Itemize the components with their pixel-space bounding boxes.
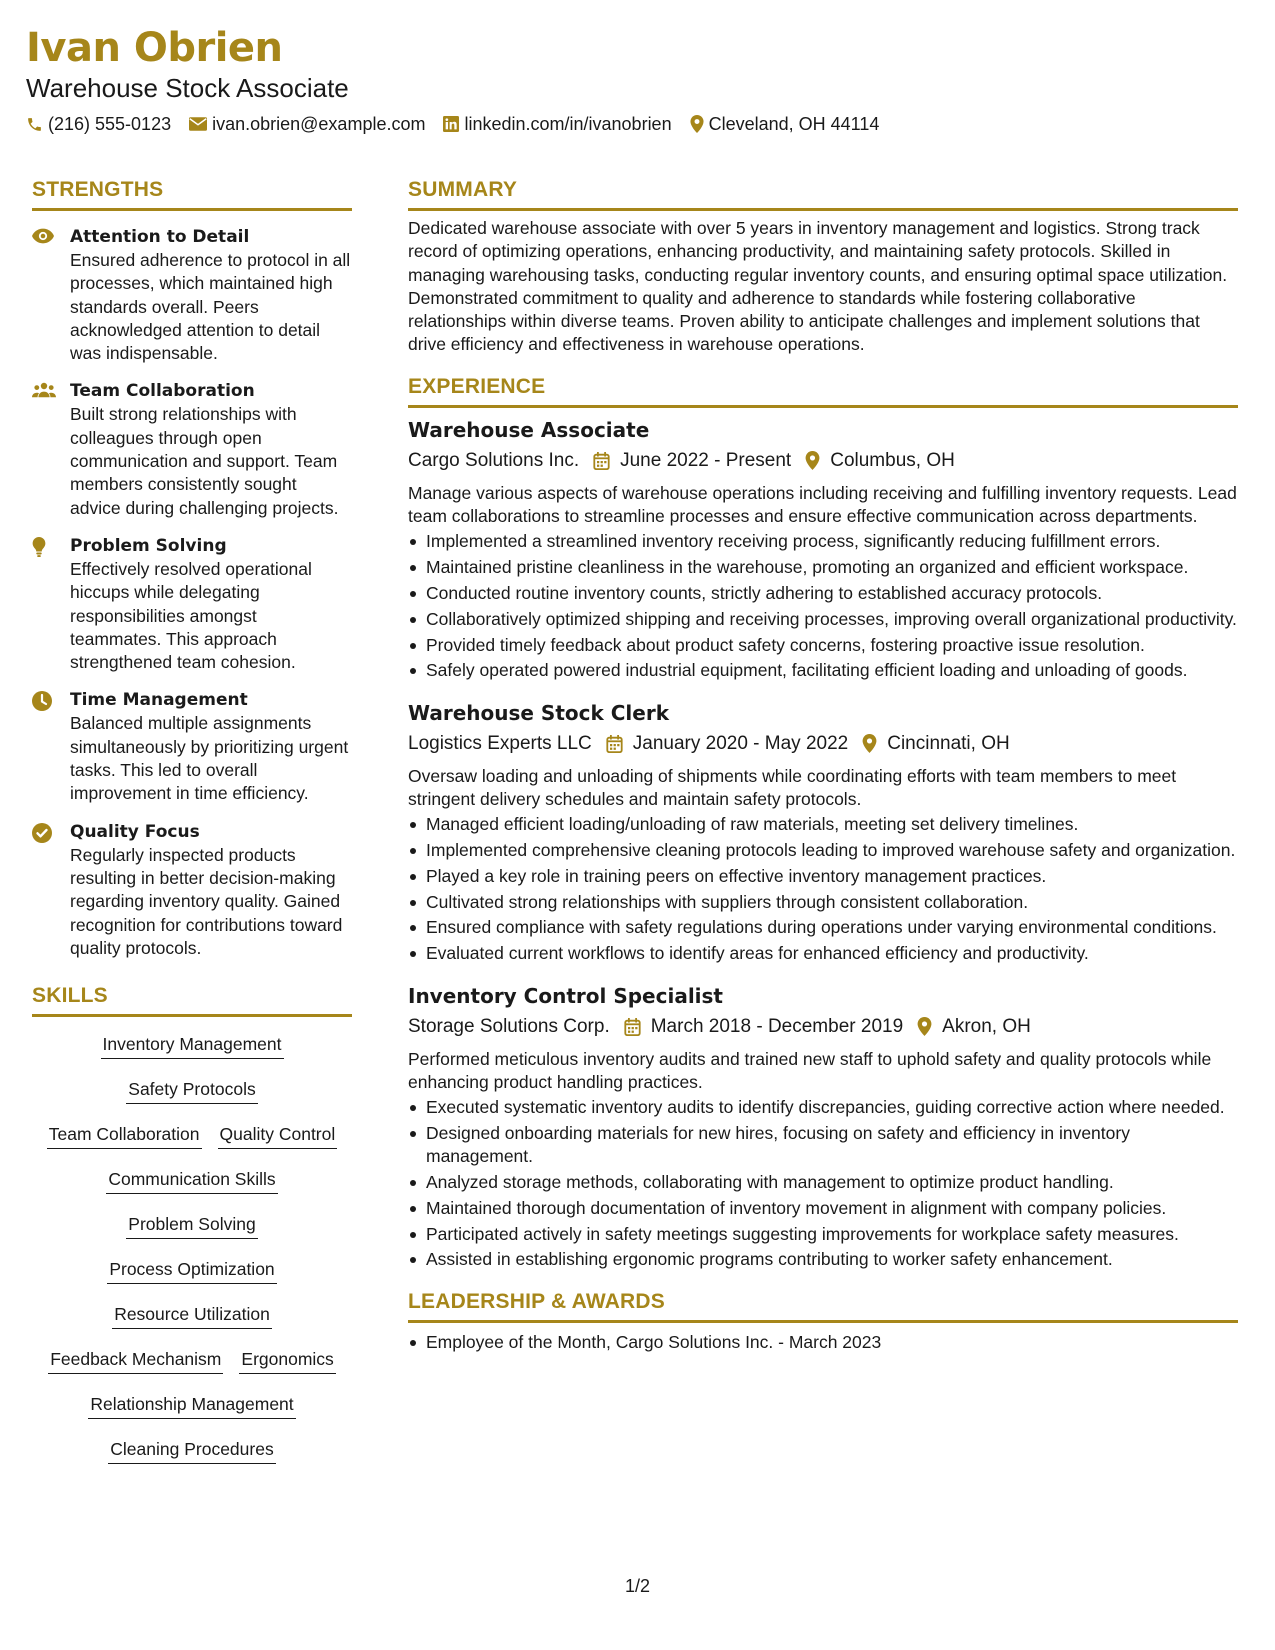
resume-header bbox=[26, 22, 1256, 136]
list-item: Collaboratively optimized shipping and receiving processes, improving overall organizational productivity. bbox=[408, 608, 1238, 631]
skill-tag: Relationship Management bbox=[88, 1392, 295, 1419]
skill-tag: Inventory Management bbox=[101, 1032, 284, 1059]
awards-section bbox=[408, 1288, 1238, 1354]
candidate-title: Warehouse Stock Associate bbox=[26, 73, 349, 103]
location-text: Cleveland, OH 44114 bbox=[708, 114, 880, 134]
skill-tag: Problem Solving bbox=[126, 1212, 257, 1239]
users-icon bbox=[32, 379, 70, 519]
envelope-icon bbox=[189, 117, 212, 131]
strength-item bbox=[32, 534, 352, 674]
lightbulb-icon bbox=[32, 534, 70, 674]
company-name: Cargo Solutions Inc. bbox=[408, 449, 580, 471]
job-description: Oversaw loading and unloading of shipments while coordinating efforts with team members to meet stringent delivery schedules and maintain safety protocols. bbox=[408, 765, 1177, 809]
job-role: Warehouse Stock Clerk bbox=[408, 700, 670, 725]
skill-tag: Team Collaboration bbox=[47, 1122, 202, 1149]
list-item: Maintained thorough documentation of inventory movement in alignment with company policies. bbox=[408, 1197, 1238, 1220]
strengths-heading: STRENGTHS bbox=[32, 176, 352, 211]
map-pin-icon bbox=[805, 451, 830, 470]
right-column bbox=[408, 176, 1238, 1357]
strength-title: Quality Focus bbox=[70, 821, 200, 842]
job-description: Performed meticulous inventory audits and trained new staff to uphold safety and quality protocols while enhancing product handling practices. bbox=[408, 1048, 1212, 1092]
email-text[interactable]: ivan.obrien@example.com bbox=[212, 114, 426, 134]
skill-tag: Feedback Mechanism bbox=[48, 1347, 223, 1374]
check-circle-icon bbox=[32, 820, 70, 960]
strength-description: Regularly inspected products resulting in better decision-making regarding inventory quality. Gained recognition for contributions toward quality protocols. bbox=[70, 844, 343, 958]
company-name: Storage Solutions Corp. bbox=[408, 1015, 610, 1037]
list-item: Managed efficient loading/unloading of raw materials, meeting set delivery timelines. bbox=[408, 813, 1238, 836]
strength-description: Ensured adherence to protocol in all processes, which maintained high standards overall. Peers acknowledged attention to detail was indispensable. bbox=[70, 250, 351, 364]
list-item: Assisted in establishing ergonomic programs contributing to worker safety enhancement. bbox=[408, 1248, 1238, 1271]
linkedin-text[interactable]: linkedin.com/in/ivanobrien bbox=[464, 114, 672, 134]
skill-tag: Resource Utilization bbox=[112, 1302, 272, 1329]
contact-linkedin bbox=[443, 112, 671, 136]
job-location: Akron, OH bbox=[942, 1015, 1031, 1037]
job-meta bbox=[408, 446, 1238, 476]
contact-location bbox=[690, 112, 880, 136]
strength-item bbox=[32, 379, 352, 519]
clock-icon bbox=[32, 688, 70, 805]
skill-tag: Ergonomics bbox=[239, 1347, 335, 1374]
experience-heading: EXPERIENCE bbox=[408, 373, 1238, 408]
job-bullets bbox=[408, 1096, 1238, 1272]
list-item: Analyzed storage methods, collaborating with management to optimize product handling. bbox=[408, 1171, 1238, 1194]
summary-heading: SUMMARY bbox=[408, 176, 1238, 211]
strength-description: Effectively resolved operational hiccups while delegating responsibilities amongst teammates. This approach strengthened team cohesion. bbox=[70, 558, 312, 673]
skills-heading: SKILLS bbox=[32, 982, 352, 1017]
strength-title: Attention to Detail bbox=[70, 227, 250, 247]
list-item: Safely operated powered industrial equipment, facilitating efficient loading and unloading of goods. bbox=[408, 659, 1238, 682]
summary-text: Dedicated warehouse associate with over 5 years in inventory management and logistics. Strong track record of optimizing operations, enhancing productivity, and maintaining safety protocols. Skilled in managing warehousing tasks, conducting regular inventory counts, and ensuring optimal space utilization. Demonstrated commitment to quality and adherence to standards while fostering collaborative relationships within diverse teams. Proven ability to anticipate challenges and implement solutions that drive efficiency and effectiveness in warehouse operations. bbox=[408, 218, 1228, 355]
job-entry bbox=[408, 982, 1238, 1272]
eye-icon bbox=[32, 225, 70, 365]
job-dates: June 2022 - Present bbox=[620, 449, 792, 471]
job-bullets bbox=[408, 813, 1238, 965]
job-bullets bbox=[408, 530, 1238, 682]
job-location: Cincinnati, OH bbox=[887, 732, 1010, 754]
strength-description: Balanced multiple assignments simultaneously by prioritizing urgent tasks. This led to overall improvement in time efficiency. bbox=[70, 713, 349, 804]
list-item: Participated actively in safety meetings suggesting improvements for workplace safety measures. bbox=[408, 1223, 1238, 1246]
list-item: Conducted routine inventory counts, strictly adhering to established accuracy protocols. bbox=[408, 582, 1238, 605]
page-number: 1/2 bbox=[624, 1576, 651, 1596]
linkedin-icon bbox=[443, 116, 464, 132]
strength-title: Time Management bbox=[70, 690, 248, 711]
skill-tag: Quality Control bbox=[218, 1122, 338, 1149]
list-item: Implemented a streamlined inventory receiving process, significantly reducing fulfillment errors. bbox=[408, 530, 1238, 553]
skill-tag: Cleaning Procedures bbox=[108, 1437, 275, 1464]
skill-list bbox=[32, 1027, 352, 1477]
list-item: Played a key role in training peers on effective inventory management practices. bbox=[408, 865, 1238, 888]
job-meta bbox=[408, 1012, 1238, 1042]
contact-phone bbox=[26, 112, 171, 136]
contact-email bbox=[189, 112, 425, 136]
left-column bbox=[32, 176, 352, 1477]
skill-tag: Process Optimization bbox=[107, 1257, 276, 1284]
skill-tag: Communication Skills bbox=[106, 1167, 277, 1194]
job-dates: March 2018 - December 2019 bbox=[650, 1015, 904, 1037]
map-pin-icon bbox=[690, 115, 709, 133]
calendar-icon bbox=[593, 452, 620, 470]
strength-item bbox=[32, 225, 352, 365]
phone-icon bbox=[26, 116, 48, 133]
list-item: Maintained pristine cleanliness in the warehouse, promoting an organized and efficient workspace. bbox=[408, 556, 1238, 579]
awards-heading: LEADERSHIP & AWARDS bbox=[408, 1288, 1238, 1323]
strength-description: Built strong relationships with colleagues through open communication and support. Team members consistently sought advice during challenging projects. bbox=[70, 404, 339, 518]
map-pin-icon bbox=[917, 1017, 942, 1036]
skill-tag: Safety Protocols bbox=[126, 1077, 257, 1104]
list-item: Implemented comprehensive cleaning protocols leading to improved warehouse safety and organization. bbox=[408, 839, 1238, 862]
calendar-icon bbox=[606, 735, 633, 753]
list-item: Cultivated strong relationships with suppliers through consistent collaboration. bbox=[408, 891, 1238, 914]
phone-text[interactable]: (216) 555-0123 bbox=[48, 114, 172, 134]
job-location: Columbus, OH bbox=[830, 449, 955, 471]
list-item: Executed systematic inventory audits to identify discrepancies, guiding corrective action where needed. bbox=[408, 1096, 1238, 1119]
strength-item bbox=[32, 820, 352, 960]
job-meta bbox=[408, 729, 1238, 759]
list-item: Evaluated current workflows to identify areas for enhanced efficiency and productivity. bbox=[408, 942, 1238, 965]
job-dates: January 2020 - May 2022 bbox=[632, 732, 849, 754]
strength-title: Problem Solving bbox=[70, 535, 227, 556]
awards-list bbox=[408, 1331, 1238, 1354]
job-entry bbox=[408, 416, 1238, 683]
list-item: Ensured compliance with safety regulations during operations under varying environmental conditions. bbox=[408, 916, 1238, 939]
map-pin-icon bbox=[862, 734, 887, 753]
skills-section bbox=[32, 982, 352, 1477]
list-item: Provided timely feedback about product safety concerns, fostering proactive issue resolution. bbox=[408, 634, 1238, 657]
job-description: Manage various aspects of warehouse operations including receiving and fulfilling inventory requests. Lead team collaborations to streamline processes and ensure effective communication across departments. bbox=[408, 482, 1237, 527]
job-role: Inventory Control Specialist bbox=[408, 983, 723, 1008]
job-role: Warehouse Associate bbox=[408, 417, 650, 442]
list-item: Designed onboarding materials for new hires, focusing on safety and efficiency in inventory management. bbox=[408, 1122, 1238, 1169]
calendar-icon bbox=[624, 1018, 651, 1036]
job-entry bbox=[408, 699, 1238, 966]
strength-title: Team Collaboration bbox=[70, 381, 255, 402]
contact-row bbox=[26, 112, 1256, 136]
experience-section bbox=[408, 373, 1238, 1272]
list-item: Employee of the Month, Cargo Solutions Inc. - March 2023 bbox=[408, 1331, 1238, 1354]
strength-item bbox=[32, 688, 352, 805]
candidate-name: Ivan Obrien bbox=[26, 25, 283, 71]
company-name: Logistics Experts LLC bbox=[408, 732, 592, 754]
